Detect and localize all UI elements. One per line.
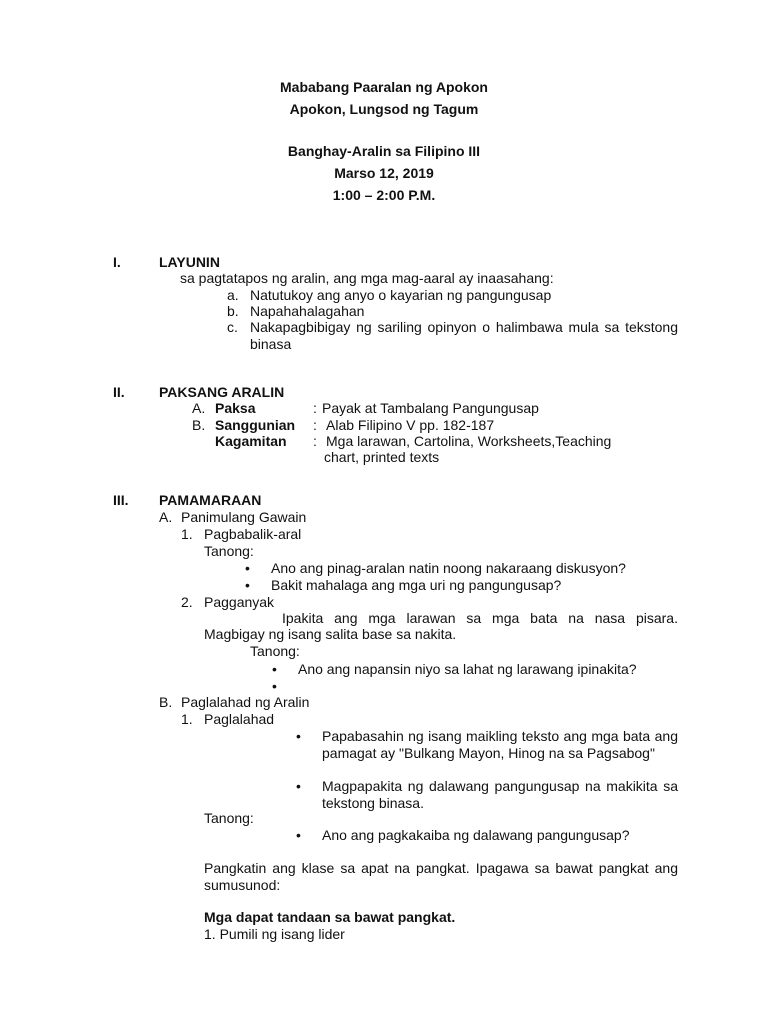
question-label: Tanong:	[204, 543, 254, 559]
topic-value: Payak at Tambalang Pangungusap	[322, 400, 539, 416]
materials-value-continued: chart, printed texts	[324, 449, 440, 465]
topic-label: Paksa	[215, 400, 256, 416]
plan-title: Banghay-Aralin sa Filipino III	[287, 143, 481, 159]
topic-separator: :	[313, 400, 317, 416]
section-2-title: PAKSANG ARALIN	[159, 384, 285, 400]
objective-letter: a.	[227, 287, 239, 303]
plan-date: Marso 12, 2019	[334, 165, 434, 181]
objective-letter: c.	[227, 319, 238, 335]
part-a-letter: A.	[159, 509, 173, 525]
topic-letter: A.	[192, 400, 206, 416]
school-location: Apokon, Lungsod ng Tagum	[289, 101, 479, 117]
section-1-intro: sa pagtatapos ng aralin, ang mga mag-aaral ay inaasahang:	[180, 270, 554, 286]
presentation-bullet: • Papabasahin ng isang maikling teksto ang mga bata ang pamagat ay "Bulkang Mayon, Hinog na sa Pagsabog"	[322, 728, 678, 761]
grouping-paragraph: Pangkatin ang klase sa apat na pangkat. Ipagawa sa bawat pangkat ang sumusunod:	[204, 860, 678, 893]
presentation-bullet: • Magpapakita ng dalawang pangungusap na makikita sa tekstong binasa.	[322, 778, 678, 811]
school-name: Mababang Paaralan ng Apokon	[280, 79, 488, 95]
objective-text: Natutukoy ang anyo o kayarian ng pangungusap	[250, 287, 552, 303]
section-3-numeral: III.	[113, 492, 129, 508]
objective-letter: b.	[227, 303, 239, 319]
section-1-numeral: I.	[113, 254, 121, 270]
item-number: 2.	[181, 594, 193, 610]
review-title: Pagbabalik-aral	[204, 526, 302, 542]
part-b-letter: B.	[159, 694, 173, 710]
presentation-title: Paglalahad	[204, 711, 275, 727]
section-3-title: PAMAMARAAN	[159, 492, 262, 508]
part-b-title: Paglalahad ng Aralin	[181, 694, 310, 710]
section-2-numeral: II.	[113, 384, 125, 400]
reference-separator: :	[313, 417, 317, 433]
question-item: • Bakit mahalaga ang mga uri ng pangungusap?	[271, 577, 561, 594]
reference-value: Alab Filipino V pp. 182-187	[326, 417, 495, 433]
question-label: Tanong:	[204, 810, 254, 826]
part-a-title: Panimulang Gawain	[181, 509, 307, 525]
motivation-line-2: Magbigay ng isang salita base sa nakita.	[204, 626, 457, 642]
reference-letter: B.	[192, 417, 206, 433]
plan-time: 1:00 – 2:00 P.M.	[332, 187, 436, 203]
item-number: 1.	[181, 526, 193, 542]
materials-value: Mga larawan, Cartolina, Worksheets,Teaching	[326, 433, 612, 449]
motivation-line-1: Ipakita ang mga larawan sa mga bata na nasa pisara.	[282, 610, 678, 626]
objective-text: Nakapagbibigay ng sariling opinyon o halimbawa mula sa tekstong binasa	[250, 319, 678, 352]
objective-text: Napahahalagahan	[250, 303, 365, 319]
reminder-item: 1. Pumili ng isang lider	[204, 926, 345, 942]
question-label: Tanong:	[250, 643, 300, 659]
question-item: • Ano ang pinag-aralan natin noong nakaraang diskusyon?	[271, 560, 626, 577]
materials-separator: :	[313, 433, 317, 449]
item-number: 1.	[181, 711, 193, 727]
reference-label: Sanggunian	[215, 417, 296, 433]
question-item: • Ano ang pagkakaiba ng dalawang pangungusap?	[322, 827, 630, 844]
reminder-title: Mga dapat tandaan sa bawat pangkat.	[204, 909, 456, 925]
materials-label: Kagamitan	[215, 433, 287, 449]
question-item: • Ano ang napansin niyo sa lahat ng larawang ipinakita?	[298, 661, 637, 678]
motivation-title: Pagganyak	[204, 594, 275, 610]
section-1-title: LAYUNIN	[159, 254, 220, 270]
